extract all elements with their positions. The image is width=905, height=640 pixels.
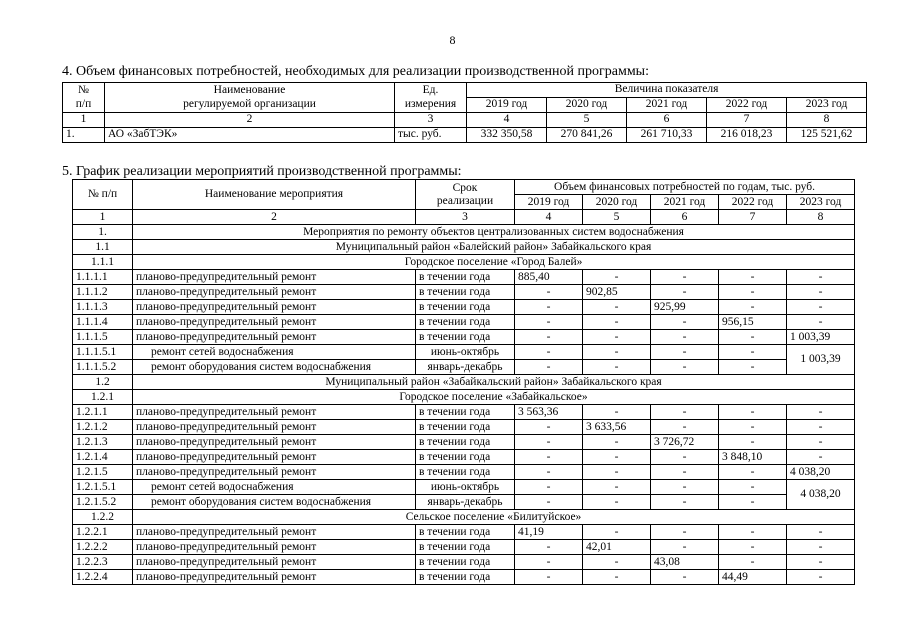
activity-name: ремонт оборудования систем водоснабжения <box>133 360 416 375</box>
value-cell: - <box>719 420 787 435</box>
index-row <box>63 113 867 128</box>
value-cell: - <box>719 330 787 345</box>
header-text: № <box>78 84 89 96</box>
table-row <box>73 435 855 450</box>
value-cell: - <box>515 315 583 330</box>
value-cell: - <box>719 285 787 300</box>
term-cell: июнь-октябрь <box>416 480 515 495</box>
row-number: 1.2.1.1 <box>73 405 133 420</box>
value-cell: - <box>583 405 651 420</box>
index-cell: 3 <box>416 210 515 225</box>
value-cell: - <box>719 360 787 375</box>
value-cell: - <box>515 345 583 360</box>
value-cell: 270 841,26 <box>547 128 627 143</box>
value-cell: - <box>719 300 787 315</box>
value-cell: - <box>787 435 855 450</box>
activity-name: планово-предупредительный ремонт <box>133 270 416 285</box>
table-row <box>73 300 855 315</box>
index-cell: 4 <box>515 210 583 225</box>
group-row <box>73 255 855 270</box>
value-cell: 42,01 <box>583 540 651 555</box>
value-cell: - <box>719 465 787 480</box>
activity-name: планово-предупредительный ремонт <box>133 285 416 300</box>
col-term-header <box>416 180 515 210</box>
index-cell: 7 <box>707 113 787 128</box>
value-cell: 925,99 <box>651 300 719 315</box>
value-cell: - <box>583 495 651 510</box>
value-cell: - <box>651 465 719 480</box>
group-row <box>73 510 855 525</box>
term-cell: в течении года <box>416 285 515 300</box>
value-cell: - <box>787 450 855 465</box>
row-number: 1.2.1.5 <box>73 465 133 480</box>
row-number: 1.2.2.2 <box>73 540 133 555</box>
row-number: 1. <box>63 128 105 143</box>
activity-name: планово-предупредительный ремонт <box>133 525 416 540</box>
term-cell: в течении года <box>416 450 515 465</box>
merged-value-cell: 1 003,39 <box>787 345 855 375</box>
value-cell: 125 521,62 <box>787 128 867 143</box>
term-cell: в течении года <box>416 570 515 585</box>
index-cell: 3 <box>395 113 467 128</box>
value-cell: - <box>719 525 787 540</box>
value-cell: 1 003,39 <box>787 330 855 345</box>
value-cell: 4 038,20 <box>787 465 855 480</box>
term-cell: в течении года <box>416 465 515 480</box>
activity-name: планово-предупредительный ремонт <box>133 315 416 330</box>
group-row <box>73 240 855 255</box>
term-cell: в течении года <box>416 270 515 285</box>
activity-name: планово-предупредительный ремонт <box>133 555 416 570</box>
section-5-title: 5. График реализации мероприятий производственной программы: <box>62 164 462 179</box>
index-cell: 1 <box>73 210 133 225</box>
term-cell: в течении года <box>416 420 515 435</box>
index-cell: 2 <box>133 210 416 225</box>
financial-needs-table <box>62 82 867 143</box>
activity-name: планово-предупредительный ремонт <box>133 450 416 465</box>
value-cell: 41,19 <box>515 525 583 540</box>
index-cell: 6 <box>627 113 707 128</box>
value-cell: - <box>787 405 855 420</box>
unit-cell: тыс. руб. <box>395 128 467 143</box>
index-cell: 6 <box>651 210 719 225</box>
row-number: 1.2.2.1 <box>73 525 133 540</box>
index-cell: 4 <box>467 113 547 128</box>
col-num-header: № п/п <box>73 180 133 210</box>
value-cell: - <box>719 435 787 450</box>
value-cell: - <box>787 570 855 585</box>
value-cell: - <box>583 330 651 345</box>
term-cell: в течении года <box>416 315 515 330</box>
value-cell: - <box>651 270 719 285</box>
header-text: Срок <box>452 181 478 194</box>
activity-name: планово-предупредительный ремонт <box>133 420 416 435</box>
header-text: измерения <box>404 97 457 110</box>
value-cell: - <box>583 435 651 450</box>
col-value-header: Величина показателя <box>467 83 867 98</box>
activity-name: планово-предупредительный ремонт <box>133 330 416 345</box>
value-cell: - <box>651 495 719 510</box>
header-text: п/п <box>75 97 92 110</box>
term-cell: январь-декабрь <box>416 495 515 510</box>
col-name-header: Наименование мероприятия <box>133 180 416 210</box>
row-number: 1.1.1.5 <box>73 330 133 345</box>
group-number: 1.2.1 <box>73 390 133 405</box>
group-label: Городское поселение «Город Балей» <box>133 255 855 270</box>
row-number: 1.2.1.5.2 <box>73 495 133 510</box>
value-cell: 3 633,56 <box>583 420 651 435</box>
row-number: 1.1.1.5.1 <box>73 345 133 360</box>
activity-name: планово-предупредительный ремонт <box>133 435 416 450</box>
table-row <box>73 420 855 435</box>
value-cell: - <box>651 285 719 300</box>
year-header: 2020 год <box>583 195 651 210</box>
merged-value-cell: 4 038,20 <box>787 480 855 510</box>
table-row <box>73 555 855 570</box>
value-cell: - <box>515 555 583 570</box>
table-row <box>73 270 855 285</box>
row-number: 1.2.2.4 <box>73 570 133 585</box>
value-cell: - <box>651 345 719 360</box>
row-number: 1.2.1.5.1 <box>73 480 133 495</box>
value-cell: 3 726,72 <box>651 435 719 450</box>
value-cell: - <box>719 555 787 570</box>
value-cell: - <box>583 570 651 585</box>
group-number: 1. <box>73 225 133 240</box>
table-row <box>73 405 855 420</box>
value-cell: - <box>651 420 719 435</box>
table-row <box>73 570 855 585</box>
row-number: 1.2.1.3 <box>73 435 133 450</box>
sub-row <box>73 345 855 360</box>
term-cell: в течении года <box>416 555 515 570</box>
activity-name: планово-предупредительный ремонт <box>133 300 416 315</box>
value-cell: - <box>719 540 787 555</box>
index-cell: 8 <box>787 113 867 128</box>
index-cell: 5 <box>583 210 651 225</box>
value-cell: - <box>719 270 787 285</box>
value-cell: - <box>515 420 583 435</box>
value-cell: - <box>515 300 583 315</box>
col-org-header <box>105 83 395 113</box>
value-cell: 3 848,10 <box>719 450 787 465</box>
header-text: Ед. <box>422 84 439 96</box>
value-cell: 43,08 <box>651 555 719 570</box>
term-cell: июнь-октябрь <box>416 345 515 360</box>
col-num-header <box>63 83 105 113</box>
sub-row <box>73 360 855 375</box>
value-cell: - <box>787 420 855 435</box>
value-cell: 261 710,33 <box>627 128 707 143</box>
value-cell: 902,85 <box>583 285 651 300</box>
value-cell: - <box>787 300 855 315</box>
schedule-table <box>72 179 855 585</box>
group-number: 1.2.2 <box>73 510 133 525</box>
group-row <box>73 390 855 405</box>
header-text: регулируемой организации <box>183 97 316 110</box>
term-cell: в течении года <box>416 525 515 540</box>
row-number: 1.2.2.3 <box>73 555 133 570</box>
value-cell: - <box>651 360 719 375</box>
value-cell: - <box>719 345 787 360</box>
value-cell: - <box>583 450 651 465</box>
value-cell: - <box>719 495 787 510</box>
row-number: 1.1.1.1 <box>73 270 133 285</box>
value-cell: - <box>651 525 719 540</box>
year-header: 2019 год <box>515 195 583 210</box>
value-cell: - <box>583 360 651 375</box>
term-cell: в течении года <box>416 540 515 555</box>
year-header: 2021 год <box>651 195 719 210</box>
sub-row <box>73 495 855 510</box>
table-row <box>73 450 855 465</box>
value-cell: - <box>719 480 787 495</box>
value-cell: - <box>583 480 651 495</box>
value-cell: - <box>651 405 719 420</box>
value-cell: 332 350,58 <box>467 128 547 143</box>
group-label: Муниципальный район «Балейский район» Забайкальского края <box>133 240 855 255</box>
year-header: 2021 год <box>627 98 707 113</box>
value-cell: - <box>583 270 651 285</box>
index-cell: 1 <box>63 113 105 128</box>
sub-row <box>73 480 855 495</box>
group-label: Муниципальный район «Забайкальский район» Забайкальского края <box>133 375 855 390</box>
organization-name: АО «ЗабТЭК» <box>105 128 395 143</box>
value-cell: - <box>515 540 583 555</box>
value-cell: 44,49 <box>719 570 787 585</box>
term-cell: в течении года <box>416 300 515 315</box>
table-header-row <box>63 83 867 98</box>
value-cell: - <box>651 570 719 585</box>
value-cell: - <box>583 465 651 480</box>
row-number: 1.2.1.4 <box>73 450 133 465</box>
group-number: 1.1.1 <box>73 255 133 270</box>
value-cell: - <box>583 555 651 570</box>
group-label: Мероприятия по ремонту объектов централизованных систем водоснабжения <box>133 225 855 240</box>
value-cell: - <box>719 405 787 420</box>
activity-name: планово-предупредительный ремонт <box>133 405 416 420</box>
value-cell: - <box>515 495 583 510</box>
table-row <box>73 315 855 330</box>
value-cell: - <box>515 285 583 300</box>
value-cell: - <box>651 480 719 495</box>
value-cell: 885,40 <box>515 270 583 285</box>
value-cell: - <box>515 480 583 495</box>
activity-name: ремонт сетей водоснабжения <box>133 345 416 360</box>
value-cell: - <box>787 315 855 330</box>
value-cell: 956,15 <box>719 315 787 330</box>
group-row <box>73 225 855 240</box>
value-cell: - <box>515 450 583 465</box>
page-number: 8 <box>449 33 456 47</box>
value-cell: - <box>787 540 855 555</box>
value-cell: - <box>583 300 651 315</box>
value-cell: - <box>583 345 651 360</box>
year-header: 2023 год <box>787 98 867 113</box>
table-row <box>63 128 867 143</box>
table-row <box>73 330 855 345</box>
value-cell: - <box>583 525 651 540</box>
value-cell: - <box>787 525 855 540</box>
value-cell: - <box>651 315 719 330</box>
value-cell: - <box>651 540 719 555</box>
group-row <box>73 375 855 390</box>
value-cell: - <box>651 450 719 465</box>
year-header: 2023 год <box>787 195 855 210</box>
col-finance-header: Объем финансовых потребностей по годам, тыс. руб. <box>515 180 855 195</box>
group-number: 1.2 <box>73 375 133 390</box>
index-cell: 8 <box>787 210 855 225</box>
year-header: 2019 год <box>467 98 547 113</box>
value-cell: - <box>515 330 583 345</box>
value-cell: - <box>515 570 583 585</box>
activity-name: ремонт сетей водоснабжения <box>133 480 416 495</box>
row-number: 1.1.1.3 <box>73 300 133 315</box>
activity-name: планово-предупредительный ремонт <box>133 570 416 585</box>
section-4-title: 4. Объем финансовых потребностей, необходимых для реализации производственной программы: <box>62 64 649 79</box>
activity-name: планово-предупредительный ремонт <box>133 540 416 555</box>
activity-name: планово-предупредительный ремонт <box>133 465 416 480</box>
index-cell: 5 <box>547 113 627 128</box>
index-row <box>73 210 855 225</box>
year-header: 2022 год <box>707 98 787 113</box>
table-row <box>73 525 855 540</box>
table-row <box>73 465 855 480</box>
term-cell: январь-декабрь <box>416 360 515 375</box>
group-label: Городское поселение «Забайкальское» <box>133 390 855 405</box>
table-row <box>73 540 855 555</box>
col-unit-header <box>395 83 467 113</box>
value-cell: 216 018,23 <box>707 128 787 143</box>
row-number: 1.1.1.2 <box>73 285 133 300</box>
value-cell: - <box>787 555 855 570</box>
row-number: 1.1.1.4 <box>73 315 133 330</box>
value-cell: 3 563,36 <box>515 405 583 420</box>
value-cell: - <box>787 285 855 300</box>
term-cell: в течении года <box>416 405 515 420</box>
group-number: 1.1 <box>73 240 133 255</box>
value-cell: - <box>651 330 719 345</box>
table-row <box>73 285 855 300</box>
row-number: 1.1.1.5.2 <box>73 360 133 375</box>
table-header-row <box>73 180 855 195</box>
value-cell: - <box>515 435 583 450</box>
value-cell: - <box>515 465 583 480</box>
value-cell: - <box>787 270 855 285</box>
term-cell: в течении года <box>416 435 515 450</box>
term-cell: в течении года <box>416 330 515 345</box>
value-cell: - <box>583 315 651 330</box>
value-cell: - <box>515 360 583 375</box>
row-number: 1.2.1.2 <box>73 420 133 435</box>
header-text: реализации <box>436 194 494 207</box>
year-header: 2020 год <box>547 98 627 113</box>
index-cell: 7 <box>719 210 787 225</box>
header-text: Наименование <box>213 84 286 96</box>
year-header: 2022 год <box>719 195 787 210</box>
index-cell: 2 <box>105 113 395 128</box>
group-label: Сельское поселение «Билитуйское» <box>133 510 855 525</box>
activity-name: ремонт оборудования систем водоснабжения <box>133 495 416 510</box>
